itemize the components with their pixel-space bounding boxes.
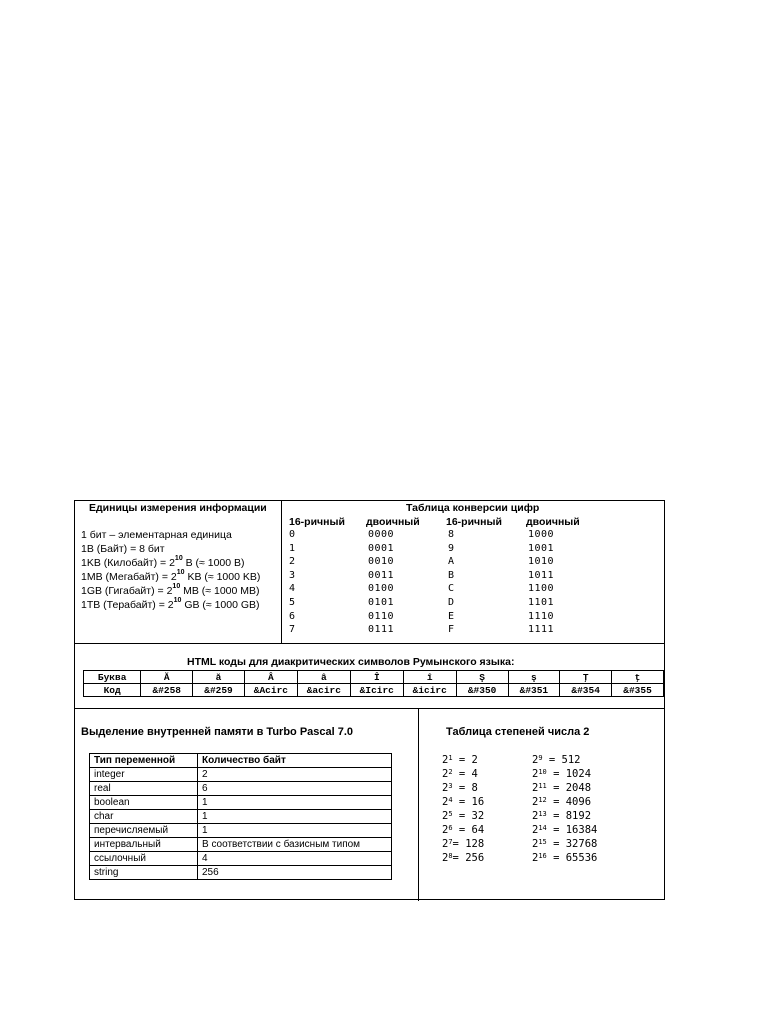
- memory-row: [90, 782, 392, 796]
- power-entry: $2^5 = 32$: [442, 810, 485, 822]
- conversion-cell: 0010: [368, 556, 395, 568]
- conversion-cell: 1101: [528, 597, 555, 608]
- power-entry: $2^6 = 64$: [442, 824, 485, 836]
- diacritics-code-row: [84, 684, 664, 697]
- power-entry: $2^8= 256$: [442, 852, 485, 864]
- conversion-cell: 7: [289, 624, 296, 636]
- power-entry: $2^{15} = 32768$: [532, 838, 598, 850]
- conversion-cell: 0001: [368, 542, 395, 554]
- memory-row: [90, 824, 392, 838]
- power-entry: $2^2 = 4$: [442, 768, 478, 780]
- info-units-panel: [75, 501, 282, 643]
- power-entry: $2^{11} = 2048$: [532, 782, 592, 794]
- diacritics-letter: ţ: [612, 671, 664, 684]
- conversion-cell: 1100: [528, 583, 555, 595]
- conversion-cell: 0: [289, 529, 296, 540]
- diacritics-code: &#354: [560, 684, 612, 697]
- memory-type-cell: integer: [90, 768, 198, 782]
- divider-vertical-bottom: [418, 708, 419, 901]
- diacritics-letter-row: [84, 671, 664, 684]
- diacritics-letter-label: Буква: [84, 671, 141, 684]
- diacritics-code: &Acirc: [244, 684, 297, 697]
- memory-row: [90, 768, 392, 782]
- conversion-header-bin-2: двоичный: [526, 516, 580, 528]
- divider-top: [75, 643, 664, 644]
- power-entry: $2^{14} = 16384$: [532, 824, 598, 836]
- info-units-line: 1B (Байт) = 8 бит: [81, 543, 165, 555]
- conversion-cell: 0000: [368, 529, 395, 540]
- diacritics-code: &#355: [612, 684, 664, 697]
- diacritics-code-label: Код: [84, 684, 141, 697]
- memory-bytes-cell: В соответствии с базисным типом: [198, 838, 392, 852]
- conversion-cell: E: [448, 610, 455, 622]
- diacritics-code: &acirc: [297, 684, 350, 697]
- info-units-line: 1KB (Килобайт) = $2^{10}$ B (≈ 1000 B): [81, 555, 245, 569]
- conversion-cell: 0111: [368, 624, 395, 636]
- memory-type-cell: real: [90, 782, 198, 796]
- conversion-cell: 0101: [368, 597, 395, 608]
- info-units-line: 1TB (Терабайт) = $2^{10}$ GB (≈ 1000 GB): [81, 597, 260, 611]
- diacritics-letter: Â: [244, 671, 297, 684]
- diacritics-letter: î: [403, 671, 456, 684]
- memory-row: [90, 796, 392, 810]
- memory-bytes-cell: 1: [198, 824, 392, 838]
- conversion-cell: 6: [289, 610, 296, 622]
- conversion-cell: 3: [289, 569, 296, 581]
- conversion-cell: 4: [289, 583, 296, 595]
- diacritics-title: HTML коды для диакритических символов Румынского языка:: [187, 656, 515, 668]
- power-entry: $2^{12} = 4096$: [532, 796, 592, 808]
- conversion-cell: 1011: [528, 569, 555, 581]
- powers-title: Таблица степеней числа 2: [446, 726, 590, 738]
- info-units-line: 1MB (Мегабайт) = $2^{10}$ KB (≈ 1000 KB): [81, 569, 261, 583]
- conversion-cell: F: [448, 624, 455, 636]
- memory-bytes-cell: 1: [198, 810, 392, 824]
- diacritics-letter: ă: [193, 671, 245, 684]
- info-units-line: 1 бит – элементарная единица: [81, 529, 232, 541]
- memory-bytes-cell: 4: [198, 852, 392, 866]
- diacritics-letter: Î: [350, 671, 403, 684]
- diacritics-code: &icirc: [403, 684, 456, 697]
- memory-type-cell: интервальный: [90, 838, 198, 852]
- memory-type-cell: ссылочный: [90, 852, 198, 866]
- info-units-line: 1GB (Гигабайт) = $2^{10}$ MB (≈ 1000 MB): [81, 583, 260, 597]
- power-entry: $2^4 = 16$: [442, 796, 485, 808]
- conversion-panel: [282, 501, 666, 643]
- conversion-cell: 0100: [368, 583, 395, 595]
- memory-type-cell: boolean: [90, 796, 198, 810]
- conversion-cell: B: [448, 569, 455, 581]
- memory-bytes-cell: 6: [198, 782, 392, 796]
- memory-title: Выделение внутренней памяти в Turbo Pascal 7.0: [81, 726, 354, 738]
- conversion-cell: 1000: [528, 529, 555, 540]
- diacritics-letter: ş: [508, 671, 560, 684]
- diacritics-code: &#258: [141, 684, 193, 697]
- conversion-cell: 8: [448, 529, 455, 540]
- conversion-header-hex-2: 16-ричный: [446, 516, 502, 528]
- memory-header-type: Тип переменной: [90, 754, 198, 768]
- powers-left-column: [442, 753, 484, 865]
- diacritics-code: &#350: [456, 684, 508, 697]
- conversion-cell: 5: [289, 597, 296, 608]
- conversion-cell: C: [448, 583, 455, 595]
- conversion-title: Таблица конверсии цифр: [406, 502, 540, 514]
- diacritics-letter: Ă: [141, 671, 193, 684]
- diacritics-letter: â: [297, 671, 350, 684]
- memory-table: [89, 753, 392, 880]
- power-entry: $2^{10} = 1024$: [532, 768, 592, 780]
- diacritics-letter: Ş: [456, 671, 508, 684]
- conversion-cell: 0110: [368, 610, 395, 622]
- conversion-cell: 1110: [528, 610, 555, 622]
- conversion-cell: A: [448, 556, 455, 568]
- power-entry: $2^7= 128$: [442, 838, 485, 850]
- memory-bytes-cell: 2: [198, 768, 392, 782]
- conversion-cell: 1111: [528, 624, 555, 636]
- memory-type-cell: string: [90, 866, 198, 880]
- diacritics-code: &#259: [193, 684, 245, 697]
- memory-header-bytes: Количество байт: [198, 754, 392, 768]
- power-entry: $2^1 = 2$: [442, 754, 478, 766]
- power-entry: $2^{16} = 65536$: [532, 852, 598, 864]
- conversion-cell: 1010: [528, 556, 555, 568]
- memory-header-row: [90, 754, 392, 768]
- power-entry: $2^3 = 8$: [442, 782, 478, 794]
- memory-bytes-cell: 256: [198, 866, 392, 880]
- memory-type-cell: char: [90, 810, 198, 824]
- memory-row: [90, 852, 392, 866]
- conversion-header-hex-1: 16-ричный: [289, 516, 345, 528]
- power-entry: $2^{13} = 8192$: [532, 810, 592, 822]
- conversion-header-bin-1: двоичный: [366, 516, 420, 528]
- diacritics-letter: Ţ: [560, 671, 612, 684]
- memory-row: [90, 866, 392, 880]
- conversion-cell: D: [448, 597, 455, 608]
- diacritics-table: [83, 670, 664, 697]
- diacritics-code: &#351: [508, 684, 560, 697]
- conversion-cell: 1001: [528, 542, 555, 554]
- memory-row: [90, 838, 392, 852]
- divider-middle: [75, 708, 664, 709]
- memory-bytes-cell: 1: [198, 796, 392, 810]
- diacritics-code: &Icirc: [350, 684, 403, 697]
- info-units-title: Единицы измерения информации: [89, 502, 267, 514]
- conversion-cell: 0011: [368, 569, 395, 581]
- conversion-cell: 9: [448, 542, 455, 554]
- memory-type-cell: перечисляемый: [90, 824, 198, 838]
- conversion-cell: 1: [289, 542, 296, 554]
- reference-sheet: [74, 500, 665, 900]
- conversion-cell: 2: [289, 556, 296, 568]
- memory-row: [90, 810, 392, 824]
- power-entry: $2^9 = 512$: [532, 754, 581, 766]
- powers-right-column: [532, 753, 597, 865]
